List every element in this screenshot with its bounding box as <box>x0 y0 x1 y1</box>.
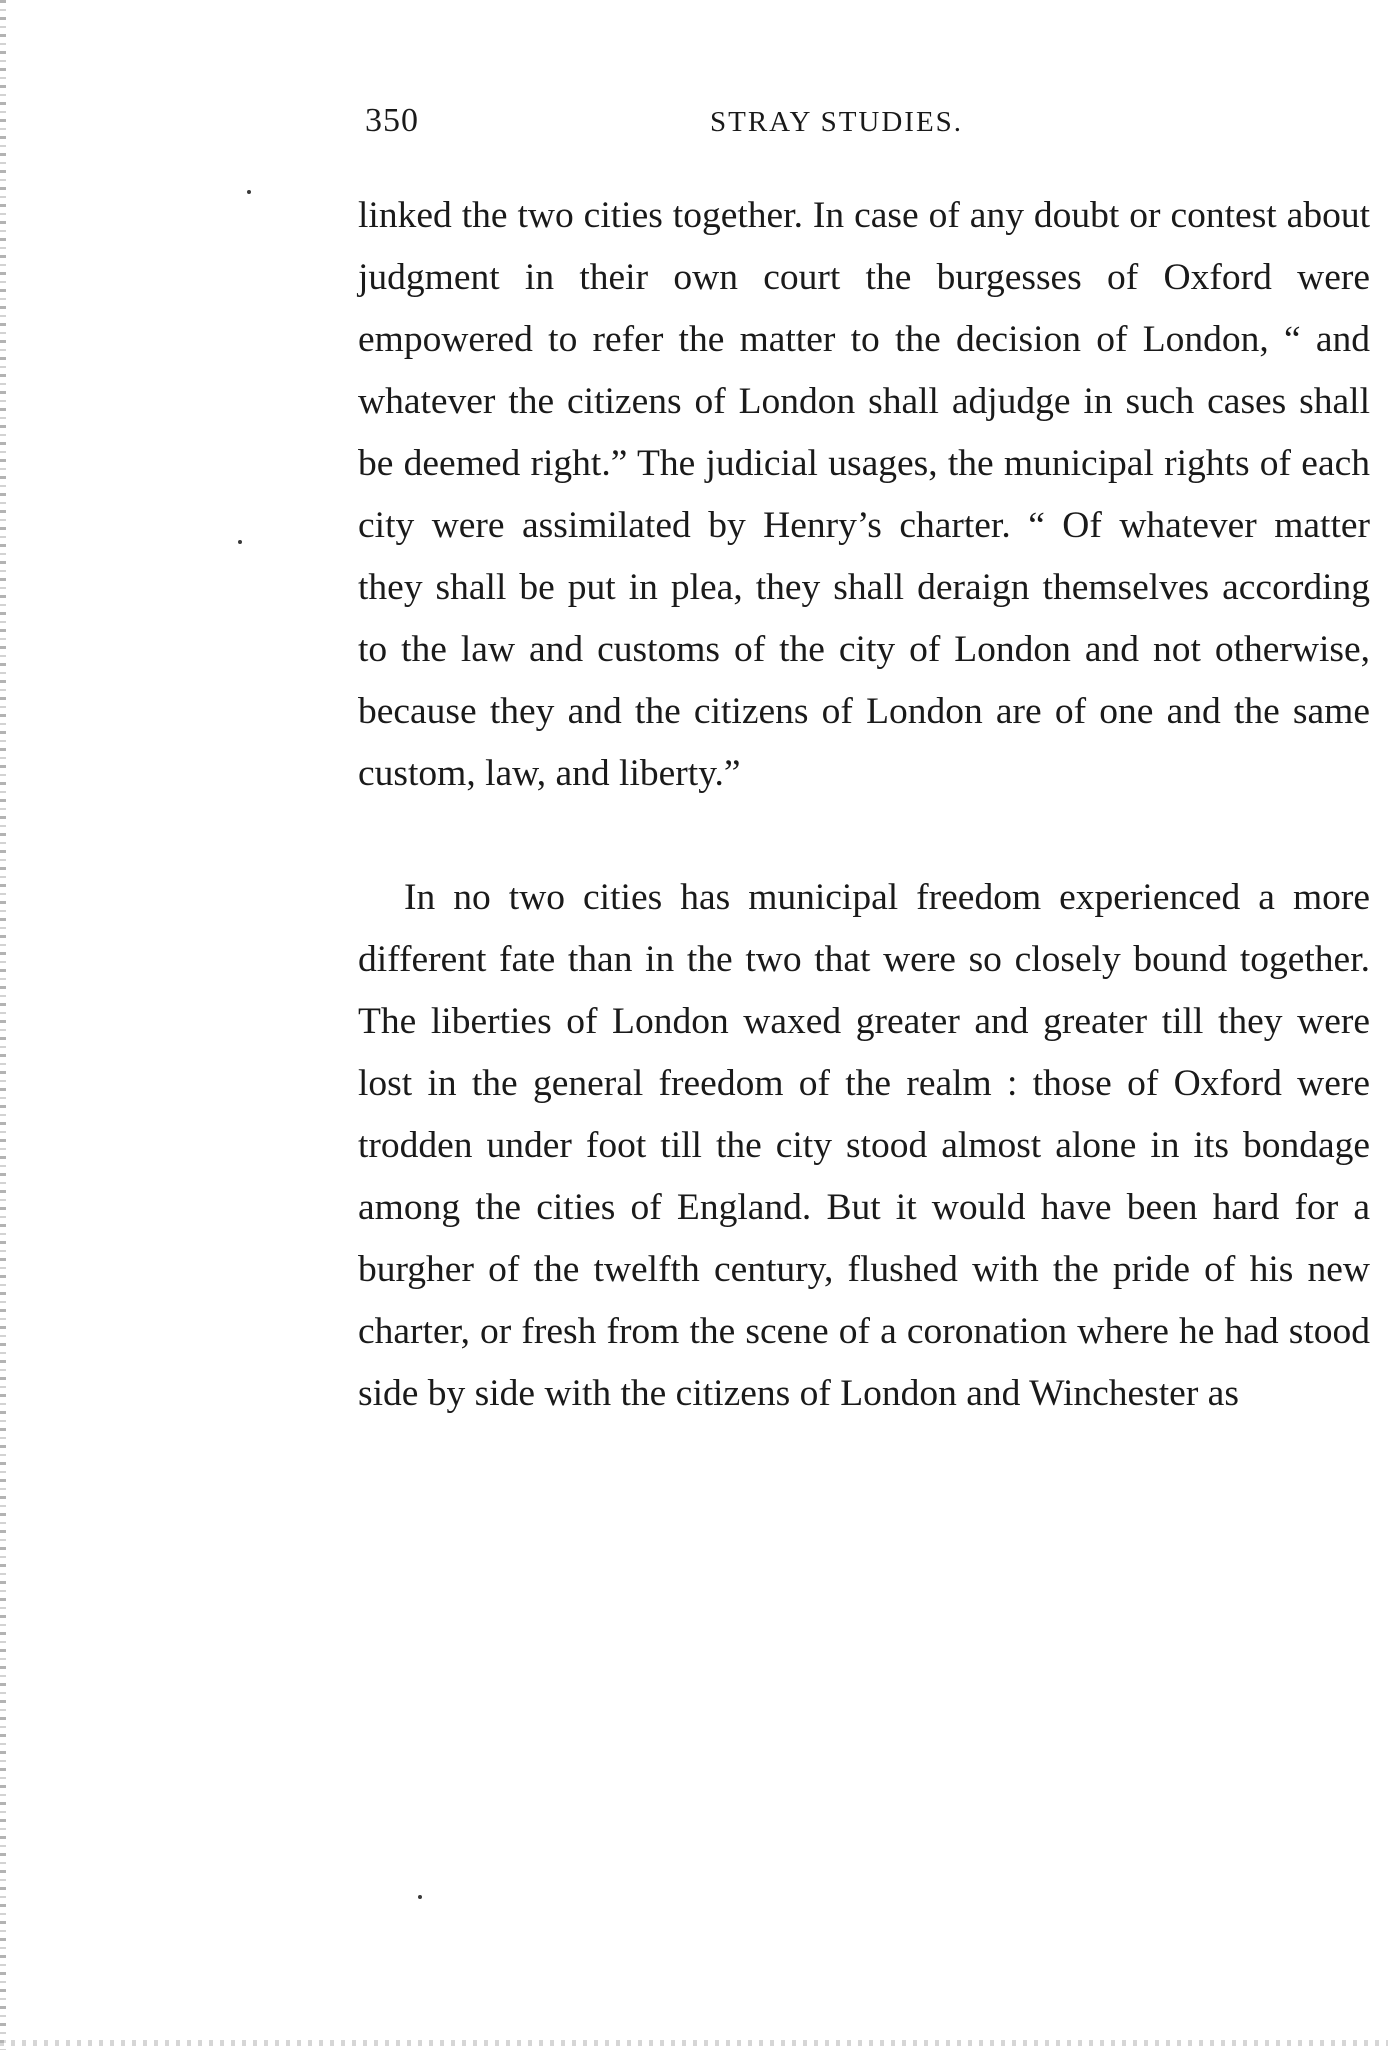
page-number: 350 <box>365 102 419 139</box>
scanned-page-edge-left <box>0 0 6 2050</box>
paragraph-continued: linked the two cities together. In case of any doubt or contest about judgment in their own court the burgesses of Oxford were empowered to refer the matter to the decision of London, “ and whatever the citizens of London shall adjudge in such cases shall be deemed right.” The judicial usages, the municipal rights of each city were assimilated by Henry’s charter. “ Of whatever matter they shall be put in plea, they shall deraign themselves according to the law and customs of the city of London and not otherwise, because they and the citizens of London are of one and the same custom, law, and liberty.” <box>358 195 1370 794</box>
ink-speck <box>418 1895 422 1899</box>
ink-speck <box>238 540 242 544</box>
running-title: STRAY STUDIES. <box>710 106 964 138</box>
running-head <box>365 102 1035 152</box>
paragraph: In no two cities has municipal freedom experienced a more different fate than in the two that were so closely bound together. The liberties of London waxed greater and greater till they were lost in the general freedom of the realm : those of Oxford were trodden under foot till the city stood almost alone in its bondage among the cities of England. But it would have been hard for a burgher of the twelfth century, flushed with the pride of his new charter, or fresh from the scene of a coronation where he had stood side by side with the citizens of London and Winchester as <box>358 877 1370 1414</box>
ink-speck <box>247 190 251 194</box>
body-text <box>358 185 1370 1425</box>
scanned-page-edge-bottom <box>0 2040 1388 2046</box>
